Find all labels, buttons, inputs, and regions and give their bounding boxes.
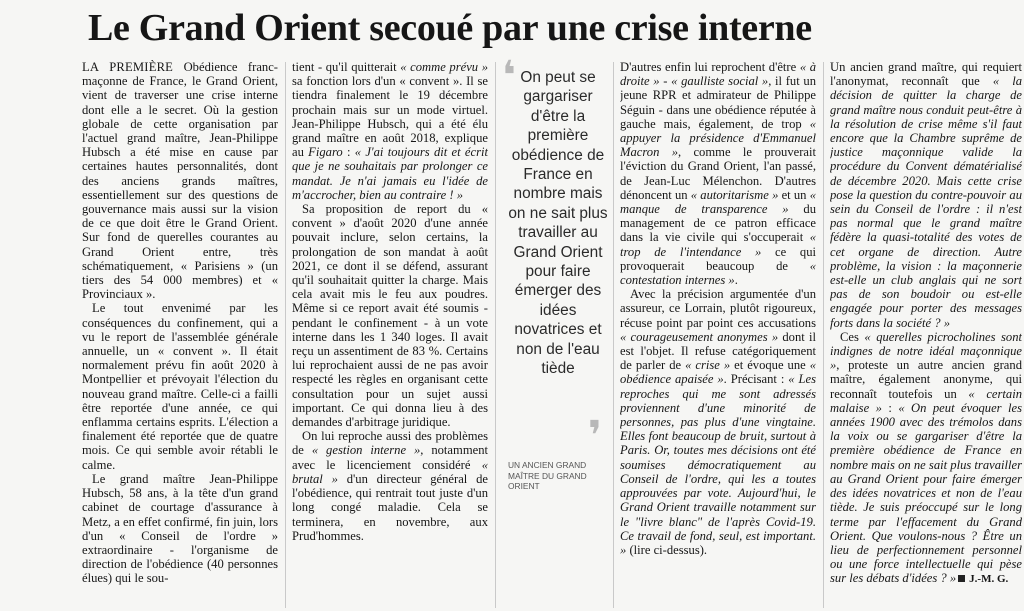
- paragraph: On lui reproche aussi des problèmes de « gestion interne », notamment avec le licenciement considéré « brutal » d'un directeur général de l'obédience, qui rentrait tout juste d'un long congé maladie. Cela se terminera, en novembre, aux Prud'hommes.: [292, 429, 488, 543]
- paragraph: Ces « querelles picrocholines sont indignes de notre idéal maçonnique », proteste un autre ancien grand maître, également anonyme, qui reconnaît toutefois un « certain malaise » : « On peut évoquer les années 1900 avec des trémolos dans la voix ou se gargariser d'être la première obédience de France en nombre mais on ne sait plus travailler au Grand Orient pour faire émerger des idées novatrices et non de l'eau tiède. Je suis préoccupé sur le long terme par l'effacement du Grand Orient. Que voulons-nous ? Être un lieu de perfectionnement personnel ou une force intellectuelle qui pèse sur les débats d'idées ? » J.-M. G.: [830, 329, 1022, 586]
- pull-quote-credit: UN ANCIEN GRAND MAÎTRE DU GRAND ORIENT: [508, 460, 587, 492]
- paragraph: Le grand maître Jean-Philippe Hubsch, 58 ans, à la tête d'un grand cabinet de courtage d'assurance à Metz, a en effet confirmé, fin juin, lors d'un « Conseil de l'ordre » extraordinaire - l'organisme de direction de l'obédience (40 personnes élues) qui le sou-: [82, 471, 278, 586]
- column-2: [292, 60, 488, 608]
- paragraph: Avec la précision argumentée d'un assureur, ce Lorrain, plutôt rigoureux, récuse point par point ces accusations « courageusement anonymes » dont il est l'objet. Il refuse catégoriquement de parler de « crise » et évoque une « obédience apaisée ». Précisant : « Les reproches qui me sont adressés proviennent d'une minorité de personnes, pas plus d'une vingtaine. Elles font beaucoup de bruit, surtout à Paris. Or, toutes mes décisions ont été soumises démocratiquement au Conseil de l'ordre, qui les a toutes approuvées par vote. Aujourd'hui, le Grand Orient travaille notamment sur le "livre blanc" de l'après Covid-19. Ce travail de fond, seul, est important. » (lire ci-dessus).: [620, 287, 816, 557]
- end-mark-icon: [958, 575, 965, 582]
- open-quote-icon: ❛: [502, 53, 516, 99]
- paragraph: Le tout envenimé par les conséquences du confinement, qui a vu le report de l'assemblée générale annuelle, un « convent ». Il était normalement prévu fin août 2020 à Montpellier et prévoyait l'élection du nouveau grand maître. Celle-ci a failli être reportée d'une année, ce qui enflamma certains esprits. L'élection a finalement été reportée que de quatre mois. Ce qui semble avoir rétabli le calme.: [82, 301, 278, 472]
- column-divider: [495, 62, 496, 608]
- close-quote-icon: ❜: [588, 413, 602, 459]
- article-headline: Le Grand Orient secoué par une crise interne: [88, 7, 812, 49]
- author-signature: J.-M. G.: [969, 573, 1009, 586]
- column-divider: [613, 62, 614, 608]
- paragraph: Sa proposition de report du « convent » d'août 2020 d'une année pouvait inclure, selon certains, la prolongation de son mandat à août 2021, ce dont il se défend, assurant qu'il souhaitait quitter la charge. Mais cela avait mis le feu aux poudres. Même si ce report avait été soumis - pendant le confinement - à un vote interne dans les 1 340 loges. Il avait reçu un assentiment de 83 %. Certains lui reprochaient aussi de ne pas avoir respecté les règles en organisant cette consultation pour un sujet aussi important. Ce qui donna lieu à des demandes d'arbitrage juridique.: [292, 202, 488, 430]
- pull-quote-text: On peut se gargariser d'être la première obédience de France en nombre mais on ne sait plus travailler au Grand Orient pour faire émerger des idées novatrices et non de l'eau tiède: [508, 69, 608, 378]
- paragraph: tient - qu'il quitterait « comme prévu » sa fonction lors d'un « convent ». Il se tiendra finalement le 19 décembre prochain mais sur un mode virtuel. Jean-Philippe Hubsch, qui a été élu grand maître en août 2018, explique au Figaro : « J'ai toujours dit et écrit que je ne souhaitais par prolonger ce mandat. Je n'ai jamais eu l'idée de m'accrocher, bien au contraire ! »: [292, 60, 488, 202]
- paragraph: Un ancien grand maître, qui requiert l'anonymat, reconnaît que « la décision de quitter la charge de grand maître nous conduit peut-être à la résolution de crise même s'il faut encore que la Chambre suprême de justice maçonnique valide la procédure du Convent dématérialisé de décembre 2020. Mais cette crise pose la question du contre-pouvoir au sein du Conseil de l'ordre : il n'est pas normal que le grand maître fédère la quasi-totalité des votes de cet organe de direction. Autre problème, la vision : la maçonnerie est-elle un club anglais qui ne sort pas de son boudoir ou est-elle engagée pour porter des messages forts dans la société ? »: [830, 60, 1022, 330]
- column-divider: [285, 62, 286, 608]
- paragraph: LA PREMIÈRE Obédience franc-maçonne de France, le Grand Orient, vient de traverser une crise interne dont elle a le secret. Où la gestion globale de cette organisation par l'actuel grand maître, Jean-Philippe Hubsch a été mise en cause par certaines hautes personnalités, dont des anciens grands maîtres, essentiellement sur des questions de gouvernance mais aussi sur la vision de ce que doit être le Grand Orient. Sur fond de querelles courantes au Grand Orient entre, très schématiquement, « Parisiens » (un tiers des 54 000 membres) et « Provinciaux ».: [82, 60, 278, 302]
- pull-quote: [502, 53, 612, 608]
- column-1: [82, 60, 278, 608]
- column-4: [830, 60, 1022, 608]
- column-3: [620, 60, 816, 608]
- column-divider: [823, 62, 824, 608]
- paragraph: D'autres enfin lui reprochent d'être « à droite » - « gaulliste social », il fut un jeune RPR et admirateur de Philippe Séguin - dans une obédience réputée à gauche mais, également, de trop « appuyer la présidence d'Emmanuel Macron », comme le prouverait l'éviction du Grand Orient, l'an passé, de Jean-Luc Mélenchon. D'autres dénoncent un « autoritarisme » et un « manque de transparence » du management de ce patron efficace dans la vie civile qui s'occuperait « trop de l'intendance » ce qui provoquerait beaucoup de « contestation internes ».: [620, 60, 816, 288]
- article-body: [82, 53, 1022, 608]
- lead-in: LA PREMIÈRE: [82, 60, 174, 74]
